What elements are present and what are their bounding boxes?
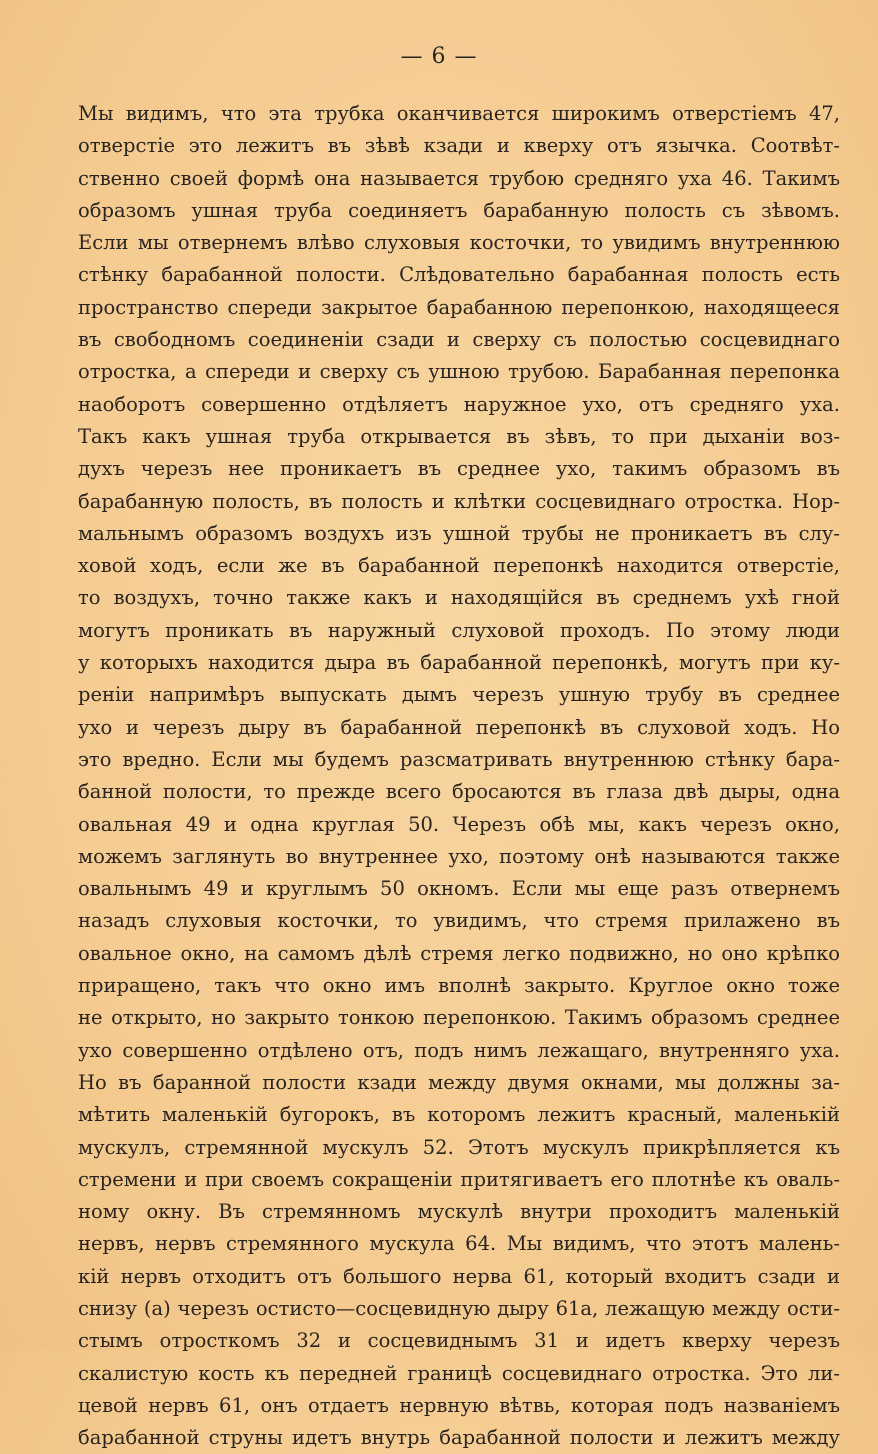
text-line: ственно своей формѣ она называется трубою средняго уха 46. Такимъ <box>78 166 840 190</box>
text-line: образомъ ушная труба соединяетъ барабанную полость съ зѣвомъ. <box>78 198 840 222</box>
text-line: это вредно. Если мы будемъ разсматривать внутреннюю стѣнку бара- <box>78 747 840 771</box>
text-line: не открыто, но закрыто тонкою перепонкою. Такимъ образомъ среднее <box>78 1006 840 1030</box>
text-line: барабанной струны идетъ внутрь барабанной полости и лежитъ между <box>78 1426 840 1450</box>
text-line: отростка, а спереди и сверху съ ушною трубою. Барабанная перепонка <box>78 360 840 384</box>
text-line: овальное окно, на самомъ дѣлѣ стремя легко подвижно, но оно крѣпко <box>78 941 840 965</box>
text-line: наоборотъ совершенно отдѣляетъ наружное ухо, отъ средняго уха. <box>78 392 840 416</box>
text-line: Если мы отвернемъ влѣво слуховыя косточки, то увидимъ внутреннюю <box>78 231 840 255</box>
text-line: банной полости, то прежде всего бросаются въ глаза двѣ дыры, одна <box>78 780 840 804</box>
text-line: Но въ баранной полости кзади между двумя окнами, мы должны за- <box>78 1070 840 1094</box>
text-line: мѣтить маленькій бугорокъ, въ которомъ лежитъ красный, маленькій <box>78 1103 840 1127</box>
text-line: скалистую кость къ передней границѣ сосцевиднаго отростка. Это ли- <box>78 1361 840 1385</box>
text-line: приращено, такъ что окно имъ вполнѣ закрыто. Круглое окно тоже <box>78 974 840 998</box>
text-line: нервъ, нервъ стремянного мускула 64. Мы видимъ, что этотъ малень- <box>78 1232 840 1256</box>
text-line: ному окну. Въ стремянномъ мускулѣ внутри проходитъ маленькій <box>78 1200 840 1224</box>
text-line: барабанную полость, въ полость и клѣтки сосцевиднаго отростка. Нор- <box>78 489 840 513</box>
text-line: ухо совершенно отдѣлено отъ, подъ нимъ лежащаго, внутренняго уха. <box>78 1038 840 1062</box>
text-line: духъ черезъ нее проникаетъ въ среднее ухо, такимъ образомъ въ <box>78 457 840 481</box>
text-line: стѣнку барабанной полости. Слѣдовательно барабанная полость есть <box>78 263 840 287</box>
text-line: стымъ отросткомъ 32 и сосцевиднымъ 31 и идетъ кверху черезъ <box>78 1329 840 1353</box>
text-line: Такъ какъ ушная труба открывается въ зѣвъ, то при дыханіи воз- <box>78 424 840 448</box>
text-line: назадъ слуховыя косточки, то увидимъ, что стремя прилажено въ <box>78 909 840 933</box>
text-line: у которыхъ находится дыра въ барабанной перепонкѣ, могутъ при ку- <box>78 651 840 675</box>
text-line: мальнымъ образомъ воздухъ изъ ушной трубы не проникаетъ въ слу- <box>78 521 840 545</box>
body-text <box>78 98 840 1454</box>
text-line: овальнымъ 49 и круглымъ 50 окномъ. Если мы еще разъ отвернемъ <box>78 877 840 901</box>
text-line: реніи напримѣръ выпускать дымъ черезъ ушную трубу въ среднее <box>78 683 840 707</box>
text-line: цевой нервъ 61, онъ отдаетъ нервную вѣтвь, которая подъ названіемъ <box>78 1393 840 1417</box>
text-line: снизу (а) черезъ остисто—сосцевидную дыру 61а, лежащую между ости- <box>78 1296 840 1320</box>
page-number: — 6 — <box>400 44 478 69</box>
text-line: овальная 49 и одна круглая 50. Черезъ обѣ мы, какъ черезъ окно, <box>78 812 840 836</box>
text-line: Мы видимъ, что эта трубка оканчивается широкимъ отверстіемъ 47, <box>78 102 840 125</box>
text-line: могутъ проникать въ наружный слуховой проходъ. По этому люди <box>78 618 840 642</box>
text-line: мускулъ, стремянной мускулъ 52. Этотъ мускулъ прикрѣпляется къ <box>78 1135 840 1159</box>
text-line: ухо и черезъ дыру въ барабанной перепонкѣ въ слуховой ходъ. Но <box>78 715 840 739</box>
text-line: отверстіе это лежитъ въ зѣвѣ кзади и кверху отъ язычка. Соотвѣт- <box>78 134 840 158</box>
text-line: стремени и при своемъ сокращеніи притягиваетъ его плотнѣе къ оваль- <box>78 1167 840 1191</box>
text-line: можемъ заглянуть во внутреннее ухо, поэтому онѣ называются также <box>78 844 840 868</box>
text-line: пространство спереди закрытое барабанною перепонкою, находящееся <box>78 295 840 319</box>
text-line: въ свободномъ соединеніи сзади и сверху съ полостью сосцевиднаго <box>78 328 840 352</box>
text-line: кій нервъ отходитъ отъ большого нерва 61, который входитъ сзади и <box>78 1264 840 1288</box>
text-line: ховой ходъ, если же въ барабанной перепонкѣ находится отверстіе, <box>78 554 840 578</box>
text-line: то воздухъ, точно также какъ и находящійся въ среднемъ ухѣ гной <box>78 586 840 610</box>
